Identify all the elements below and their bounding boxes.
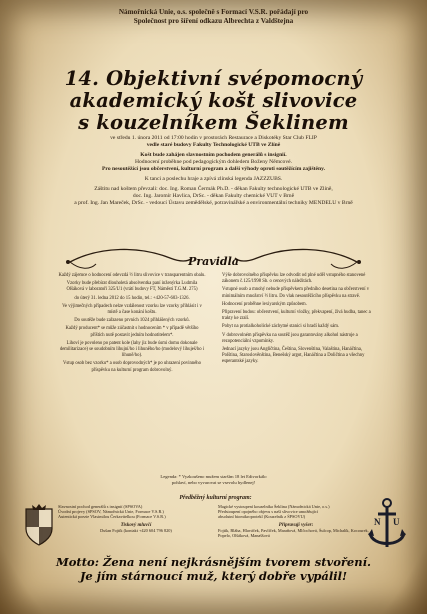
info-line: vedle staré budovy Fakulty Technologické UTB ve Zlíně — [146, 142, 281, 148]
info-line: K tanci a poslechu hraje a zpívá zlínská legenda JAZZZUBS. — [144, 176, 283, 182]
title-line: 14. Objektivní svépomocný — [64, 67, 363, 90]
motto-line: Motto: Žena není nejkrásnějším tvorem stvoření. — [56, 555, 371, 569]
spokesman-text: Dušan Fojtík (kontakt +420 604 796 820) — [100, 527, 172, 533]
info-line: Záštitu nad koštem převzali: doc. Ing. Roman Čermák Ph.D. - děkan Fakulty technologické UTB ve Zlíně, — [94, 186, 333, 192]
info-line: ve středu 1. února 2011 od 17:00 hodin v prostorách Restaurace a Diskotéky Star Club FLIP — [110, 135, 317, 141]
event-title — [0, 68, 427, 134]
motto-line: Je jím stárnoucí muž, který dobře vypálil! — [79, 568, 348, 583]
rule-paragraph: Každý producent* se může zúčastnit s hodnocením * v případě většího příštích nutě postavit jedním hodnotitelem*. — [65, 326, 199, 338]
rule-paragraph: Jednací jazyky jsou Angličtina, Čeština, Slovenština, Valaština, Hanáčtina, Polština, Staroslověnština, Benešský argot, Hanáčtina a Doličtina a všechny esperantské jazyky. — [222, 347, 365, 365]
rule-paragraph: Vstupné osob a mnohý nebude příspěvkem předního desetina na občerstvení v minimálním množství ½ litru. Do vlak nesoutěžícího příspěvku na stravě. — [222, 287, 370, 299]
event-info — [0, 135, 427, 207]
intro-line: Společnost pro šíření odkazu Albrechta z Valdštejna — [133, 17, 294, 25]
info-line: doc. Ing. Jaromír Havlica, DrSc. - děkan Fakulty chemické VUT v Brně — [132, 193, 295, 199]
program-item: Magické vystoupení kouzelníka Šeklina (Námořnická Unie, o.s.) — [218, 504, 330, 509]
rule-paragraph: do úterý 31. ledna 2012 do 15 hodin, tel.: +420-57-603-1326. — [74, 295, 190, 301]
title-line: akademický košt slivovice — [69, 89, 358, 112]
prep-text: Fojtík, Bláha, Hlaváček, Pavlíček, Maraňová, Mlčochová, Šulcop, Michalík, Kocourek, Popelo, Olšáková, Manaššová — [218, 527, 369, 539]
rules-heading: Pravidla — [188, 255, 239, 268]
info-line: Pro nesoutěžící jsou občerstvení, kulturní program a další výhody oproti soutěžícím zajištěny. — [102, 166, 325, 172]
rule-paragraph: Výše dobrovolného příspěvku lze odvodit od plné uděl vstupného stanovené zákonem č.125/1998 Sb. o cenových náležitách. — [222, 273, 366, 285]
legend-line: Legenda: * Vyzkoušeno mužem starším 18 let Edivorkálo — [160, 474, 267, 479]
rule-paragraph: Vzorky bude přebírat dlouholetá absolventka paní inženýrka Ludmila Olšáková v laboratoři 325/U1 (vrátí budovy FT, Náměstí T.G.M. 275) — [66, 281, 198, 293]
rule-paragraph: Vstup osob bez vzorku* a osob doprovodných* je po uhrazení povinného příspěvku na kulturní program dobrovolný. — [63, 361, 201, 373]
rule-paragraph: V dobrovolném příspěvku na soutěž jsou garantovány alkohol nástroje a rezopotenciální vzpomínky. — [222, 332, 358, 344]
anchor-icon — [366, 495, 408, 555]
program-left — [58, 504, 214, 533]
prep-heading: Připravují vyšer: — [278, 522, 314, 528]
program-item: Slavnostní pochod generálů s insignií (SPSOVA) — [58, 504, 143, 509]
program-item: Autentická poezie Vlasimilou Čerkavitelkou (Formace V.S.R.) — [58, 514, 166, 520]
rule-paragraph: Pobyt na protialkoholické záchytné stanici si hradí každý sám. — [222, 324, 340, 330]
rule-paragraph: Připravení budou: občerstvení, kulturní vložky, překvapení, živá hudba, tanec a trakty ke zralí. — [222, 310, 371, 322]
title-line: s kouzelníkem Šeklinem — [78, 111, 349, 134]
info-line: Košt bude zahájen slavnostním pochodem generálů s insignií. — [140, 152, 287, 158]
emblem-letter: U — [393, 517, 400, 527]
program-item: absolutní biomikroprotekl (Kouzelník z ŠPSOVU) — [218, 514, 306, 520]
emblem-letter: N — [374, 517, 381, 527]
coat-of-arms-icon — [22, 503, 56, 549]
intro — [0, 8, 427, 26]
rules-right-column — [222, 273, 372, 368]
legend-line: pohlaví, nebo vyvarovat se vsevolu bydlenej! — [171, 479, 256, 485]
rule-paragraph: Do soutěže bude zařazeno prvních 1024 přihlášených vzorků. — [74, 318, 190, 324]
spokesman-heading: Tiskový mluvčí — [120, 522, 152, 528]
legend — [0, 474, 427, 485]
program-right — [218, 504, 374, 538]
rule-paragraph: Hodnocení proběhne lexiyarským způsobem. — [222, 301, 307, 307]
program-heading: Předběžný kulturní program: — [179, 495, 252, 501]
program-item: Úvodní projevy (SPSOV, Námořnická Unie, Formace V.S.R.) — [58, 509, 164, 515]
program-item: Předstoupení opojného objevu s naší slivovice umožňující — [218, 509, 319, 515]
info-line: a prof. Ing. Jan Mareček, DrSc. - vedoucí Ústavu zemědělské, potravinářské a environmentální techniky MENDELU v Brně — [74, 200, 353, 206]
rules-left-column — [58, 273, 206, 376]
rule-paragraph: Každý zájemce o hodnocení odevzdá ½ litru slivovice v transparentním obalu. — [58, 273, 206, 278]
rule-paragraph: Lihoví je povoleno po patent kole (lahy jiz bude úsmi domu dokonale demilitarizace) se soudobním lihujní/ho i lihuněho/ho (modelový lihuješ/ho i lihuně/ho). — [59, 340, 205, 359]
motto — [0, 556, 427, 583]
info-line: Hodnocení proběhne pod pedagogickým dohledem Boženy Němcové. — [134, 159, 293, 165]
rule-paragraph: Ve výjimečných případech nelze vzdálenost vzorku lze vzorky přihlásit i v místě a čase konání koštu. — [62, 303, 202, 316]
intro-line: Námořnická Unie, o.s. společně s Formací V.S.R. pořádají pro — [118, 8, 309, 16]
